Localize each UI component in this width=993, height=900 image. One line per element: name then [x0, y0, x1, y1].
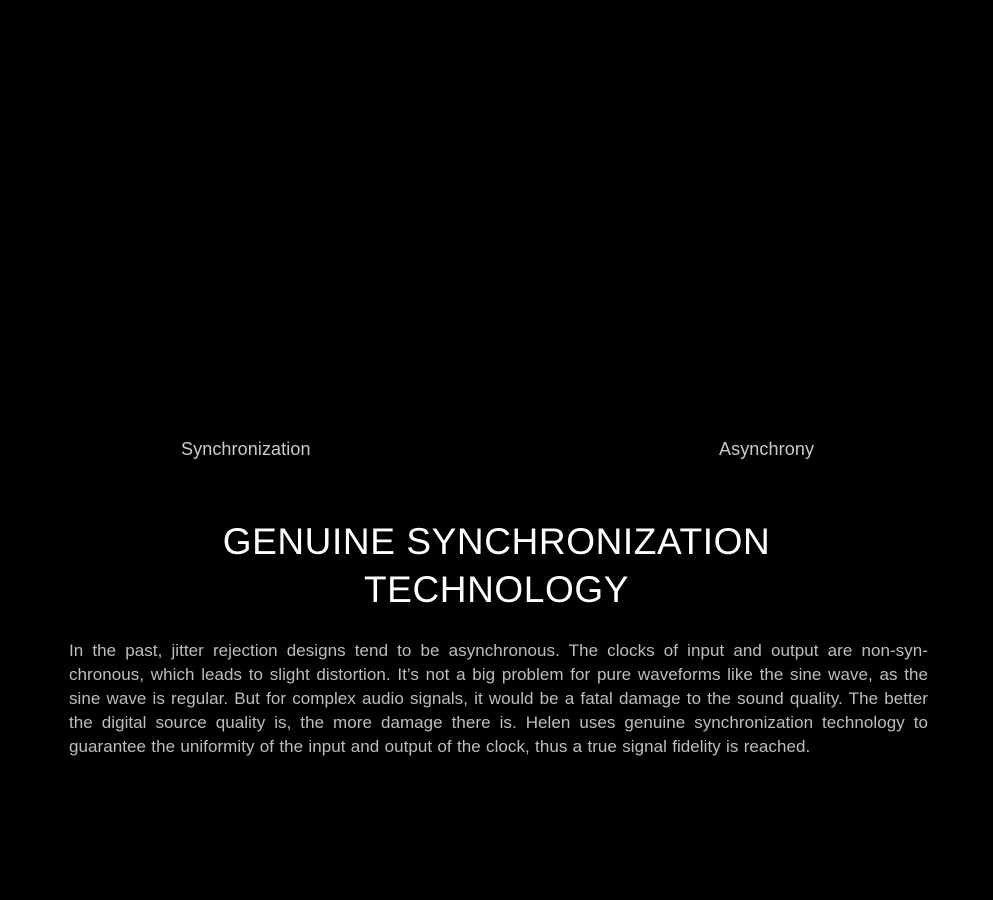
section-description: In the past, jitter rejection designs tend to be asynchronous. The clocks of input and output are non-syn-chronous, which leads to slight distortion. It’s not a big problem for pure waveforms like the sine wave, as the sine wave is regular. But for complex audio signals, it would be a fatal damage to the sound quality. The better the digital source quality is, the more damage there is. Helen uses genuine synchronization technology to guarantee the uniformity of the input and output of the clock, thus a true signal fidelity is reached. [69, 641, 928, 756]
section-title-line-2: TECHNOLOGY [363, 569, 630, 610]
caption-synchronization: Synchronization [181, 439, 311, 459]
section-title-line-1: GENUINE SYNCHRONIZATION [222, 521, 771, 562]
section-title [0, 518, 993, 614]
caption-asynchrony: Asynchrony [719, 439, 815, 459]
comparison-media-area [0, 0, 993, 430]
